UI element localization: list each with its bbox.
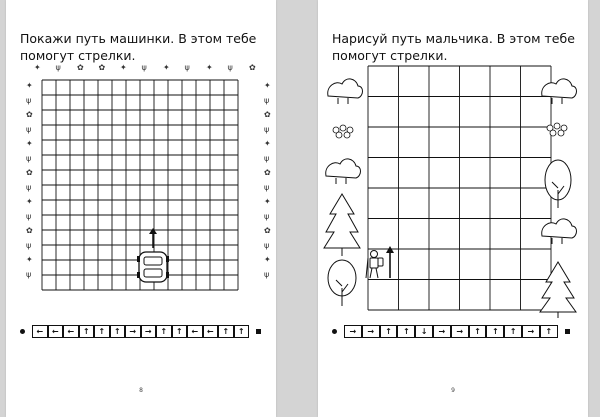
sequence-arrow-cell: ← bbox=[203, 325, 219, 338]
flower-icon: ✿ bbox=[26, 168, 33, 177]
maze-grid-right bbox=[368, 66, 551, 310]
start-arrow-up-icon bbox=[386, 246, 394, 278]
sequence-arrow-cell: ↑ bbox=[486, 325, 504, 338]
flower-icon: ✿ bbox=[264, 110, 271, 119]
grass-icon: ψ bbox=[264, 269, 270, 279]
bird-icon: ✦ bbox=[206, 63, 213, 72]
sequence-arrow-cell: ↑ bbox=[218, 325, 234, 338]
grass-icon: ψ bbox=[184, 63, 190, 72]
grid-right bbox=[318, 0, 588, 417]
grass-icon: ψ bbox=[55, 63, 61, 72]
sequence-arrow-cell: ↑ bbox=[110, 325, 126, 338]
sequence-arrow-cell: ← bbox=[187, 325, 203, 338]
task-text-left: Покажи путь машинки. В этом тебе помогут стрелки. bbox=[20, 31, 257, 63]
grass-icon: ψ bbox=[26, 153, 32, 163]
flower-icon: ✿ bbox=[98, 63, 106, 72]
grass-icon: ψ bbox=[26, 269, 32, 279]
sequence-arrow-cell: ← bbox=[63, 325, 79, 338]
bush-icon bbox=[542, 79, 577, 104]
boy-hiker-icon bbox=[366, 251, 383, 279]
sequence-arrow-cell: → bbox=[522, 325, 540, 338]
car-icon bbox=[137, 252, 169, 282]
bird-icon: ✦ bbox=[26, 139, 33, 148]
sequence-finish-square bbox=[256, 329, 261, 334]
tree-icon bbox=[545, 160, 571, 208]
grass-icon: ψ bbox=[26, 182, 32, 192]
sequence-arrow-cell: ↑ bbox=[234, 325, 250, 338]
grass-icon: ψ bbox=[141, 63, 147, 72]
sequence-finish-square bbox=[565, 329, 570, 334]
grass-icon: ψ bbox=[264, 153, 270, 163]
grass-icon: ψ bbox=[26, 211, 32, 221]
tree-icon bbox=[328, 260, 356, 306]
bird-icon: ✦ bbox=[163, 63, 170, 72]
sequence-arrow-cell: → bbox=[451, 325, 469, 338]
sequence-arrow-cell: → bbox=[125, 325, 141, 338]
left-page bbox=[6, 0, 276, 417]
sequence-arrow-cell: ↑ bbox=[94, 325, 110, 338]
flower-icon: ✿ bbox=[264, 168, 271, 177]
flower-icon: ✿ bbox=[264, 226, 271, 235]
grid-left bbox=[6, 0, 276, 417]
grass-icon: ψ bbox=[26, 95, 32, 105]
bird-icon: ✦ bbox=[264, 197, 271, 206]
bird-icon: ✦ bbox=[264, 139, 271, 148]
flower-icon: ✿ bbox=[26, 110, 33, 119]
fir-tree-icon bbox=[324, 194, 360, 256]
sequence-arrow-cell: ↑ bbox=[397, 325, 415, 338]
sequence-start-dot bbox=[20, 329, 25, 334]
sequence-arrow-cell: → bbox=[344, 325, 362, 338]
grass-icon: ψ bbox=[264, 182, 270, 192]
sequence-arrow-cell: → bbox=[362, 325, 380, 338]
task-text-right: Нарисуй путь мальчика. В этом тебе помогут стрелки. bbox=[332, 31, 575, 63]
flower-icon: ✿ bbox=[26, 226, 33, 235]
bird-icon: ✦ bbox=[26, 255, 33, 264]
grass-icon: ψ bbox=[264, 124, 270, 134]
bird-icon: ✦ bbox=[264, 81, 271, 90]
right-page bbox=[318, 0, 588, 417]
bush-icon bbox=[326, 159, 361, 184]
grass-icon: ψ bbox=[264, 240, 270, 250]
sequence-arrow-cell: ↑ bbox=[469, 325, 487, 338]
sequence-arrow-cell: ↑ bbox=[504, 325, 522, 338]
page-number-right: 9 bbox=[451, 387, 455, 394]
bird-icon: ✦ bbox=[26, 81, 33, 90]
bush-icon bbox=[328, 79, 363, 104]
sequence-arrow-cell: ↑ bbox=[156, 325, 172, 338]
grass-icon: ψ bbox=[264, 95, 270, 105]
grass-icon: ψ bbox=[227, 63, 233, 72]
sequence-arrow-cell: ↑ bbox=[540, 325, 558, 338]
sequence-arrow-cell: ↑ bbox=[79, 325, 95, 338]
bird-icon: ✦ bbox=[120, 63, 127, 72]
grass-icon: ψ bbox=[26, 124, 32, 134]
sequence-arrow-cell: ↓ bbox=[415, 325, 433, 338]
flower-icon: ✿ bbox=[77, 63, 84, 72]
bird-icon: ✦ bbox=[26, 197, 33, 206]
stones-icon bbox=[333, 125, 353, 138]
grass-icon: ψ bbox=[26, 240, 32, 250]
bird-icon: ✦ bbox=[34, 63, 41, 72]
sequence-arrow-cell: → bbox=[433, 325, 451, 338]
sequence-arrow-cell: → bbox=[141, 325, 157, 338]
page-number-left: 8 bbox=[139, 387, 143, 394]
bush-icon bbox=[542, 219, 577, 244]
bird-icon: ✦ bbox=[264, 255, 271, 264]
sequence-arrow-cell: ↑ bbox=[172, 325, 188, 338]
grass-icon: ψ bbox=[264, 211, 270, 221]
sequence-start-dot bbox=[332, 329, 337, 334]
sequence-arrow-cell: ↑ bbox=[380, 325, 398, 338]
fir-tree-icon bbox=[540, 262, 576, 318]
stones-icon bbox=[547, 123, 567, 136]
sequence-arrow-cell: ← bbox=[48, 325, 64, 338]
sequence-arrow-cell: ← bbox=[32, 325, 48, 338]
flower-icon: ✿ bbox=[249, 63, 256, 72]
